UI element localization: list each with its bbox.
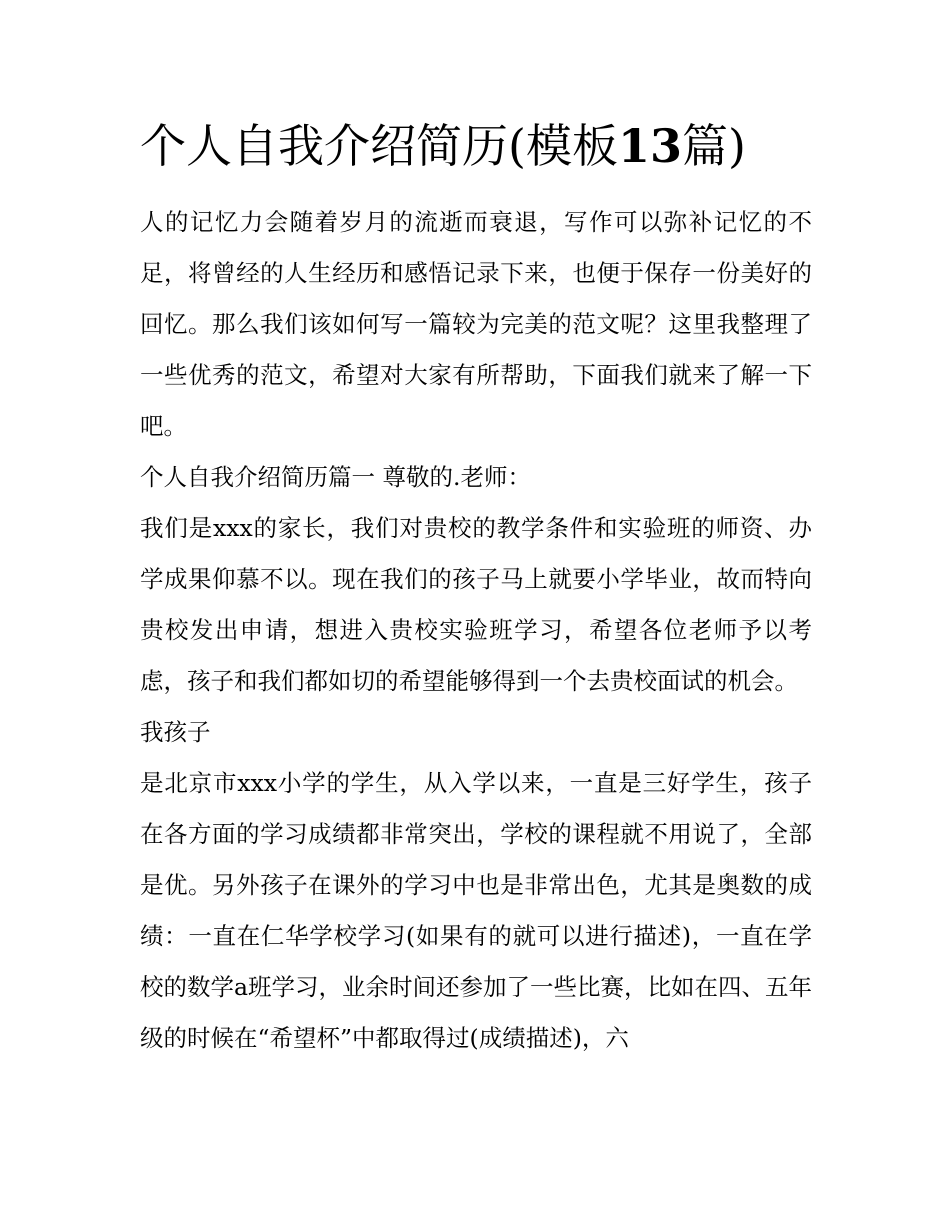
section-heading-paragraph: 个人自我介绍简历篇一 尊敬的.老师： [140, 463, 531, 491]
student-description-paragraph: 是北京市xxx小学的学生，从入学以来，一直是三好学生，孩子在各方面的学习成绩都非常突出，学校的课程就不用说了，全部是优。另外孩子在课外的学习中也是非常出色，尤其是奥数的成绩：一直在仁华学校学习(如果有的就可以进行描述)，一直在学校的数学a班学习，业余时间还参加了一些比赛，比如在四、五年级的时候在“希望杯”中都取得过(成绩描述)，六 [140, 769, 813, 1052]
document-title [140, 112, 820, 180]
title-main: 个人自我介绍简历(模板 [140, 119, 618, 173]
intro-paragraph: 人的记忆力会随着岁月的流逝而衰退，写作可以弥补记忆的不足，将曾经的人生经历和感悟记录下来，也便于保存一份美好的回忆。那么我们该如何写一篇较为完美的范文呢？这里我整理了一些优秀的范文，希望对大家有所帮助，下面我们就来了解一下吧。 [140, 208, 812, 440]
title-number: 13 [617, 119, 682, 173]
title-end: 篇) [681, 119, 746, 173]
letter-paragraph: 我们是xxx的家长，我们对贵校的教学条件和实验班的师资、办学成果仰慕不以。现在我们的孩子马上就要小学毕业，故而特向贵校发出申请，想进入贵校实验班学习，希望各位老师予以考虑，孩子和我们都如切的希望能够得到一个去贵校面试的机会。 [140, 514, 812, 695]
document-body [140, 197, 812, 1064]
short-paragraph: 我孩子 [140, 718, 211, 746]
